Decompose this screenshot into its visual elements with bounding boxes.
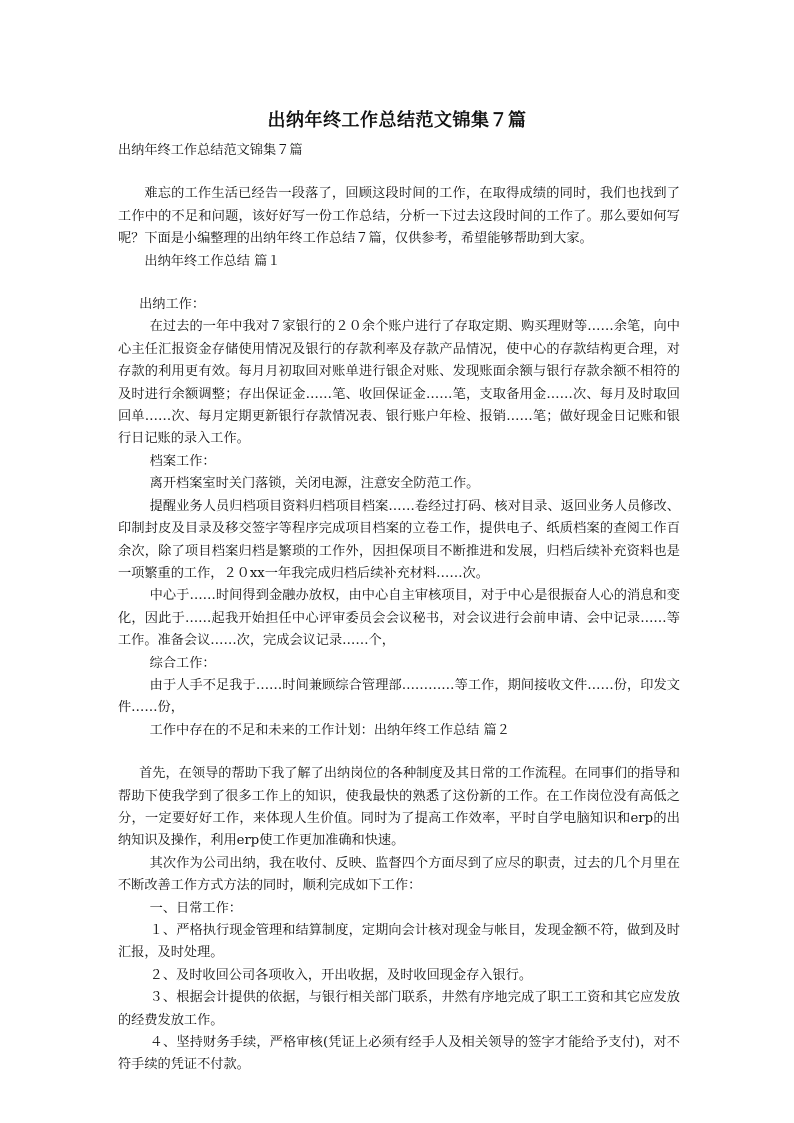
general-work-heading: 综合工作： (149, 655, 216, 671)
archive-paragraph-2: 提醒业务人员归档项目资料归档项目档案……卷经过打码、核对目录、返回业务人员修改、印制封皮及目录及移交签字等程序完成项目档案的立卷工作，提供电子、纸质档案的查阅工作百余次，除了项目档案归档是繁琐的工作外，因担保项目不断推进和发展，归档后续补充资料也是一项繁重的工作，２０xx一年我完成归档后续补充材料……次。 (118, 498, 680, 581)
spacer (118, 742, 680, 763)
section-1-heading: 出纳年终工作总结 篇１ (144, 253, 281, 269)
section-2-paragraph-2: 其次作为公司出纳，我在收付、反映、监督四个方面尽到了应尽的职责，过去的几个月里在不断改善工作方式方法的同时，顺利完成如下工作： (118, 855, 680, 894)
section-2-heading: 工作中存在的不足和未来的工作计划：出纳年终工作总结 篇２ (149, 722, 510, 738)
section-2-paragraph-1: 首先，在领导的帮助下我了解了出纳岗位的各种制度及其日常的工作流程。在同事们的指导和帮助下使我学到了很多工作上的知识，使我最快的熟悉了这份新的工作。在工作岗位没有高低之分，一定要好好工作，来体现人生价值。同时为了提高工作效率，平时自学电脑知识和erp的出纳知识及操作，利用erp使工作更加准确和快速。 (118, 766, 680, 849)
daily-work-item-4: ４、坚持财务手续，严格审核(凭证上必须有经手人及相关领导的签字才能给予支付)，对不符手续的凭证不付款。 (118, 1035, 680, 1073)
cashier-work-heading: 出纳工作： (139, 297, 206, 313)
document-body (118, 140, 680, 1077)
archive-paragraph-3: 中心于……时间得到金融办放权，由中心自主审核项目，对于中心是很振奋人心的消息和变化，因此于……起我开始担任中心评审委员会会议秘书，对会议进行会前申请、会中记录……等工作。准备会议……次，完成会议记录……个， (118, 588, 680, 649)
archive-paragraph-1: 离开档案室时关门落锁，关闭电源，注意安全防范工作。 (149, 476, 480, 492)
cashier-work-paragraph: 在过去的一年中我对７家银行的２０余个账户进行了存取定期、购买理财等……余笔，向中心主任汇报资金存储使用情况及银行的存款利率及存款产品情况，使中心的存款结构更合理，对存款的利用更有效。每月月初取回对账单进行银企对账、发现账面余额与银行存款余额不相符的及时进行余额调整；存出保证金……笔、收回保证金……笔，支取备用金……次、每月及时取回回单……次、每月定期更新银行存款情况表、银行账户年检、报销……笔；做好现金日记账和银行日记账的录入工作。 (118, 319, 680, 447)
daily-work-item-1: １、严格执行现金管理和结算制度，定期向会计核对现金与帐目，发现金额不符，做到及时汇报，及时处理。 (118, 923, 680, 961)
document-title: 出纳年终工作总结范文锦集７篇 (267, 110, 527, 131)
daily-work-heading: 一、日常工作： (149, 900, 242, 916)
spacer (118, 162, 680, 183)
daily-work-item-3: ３、根据会计提供的依据，与银行相关部门联系，井然有序地完成了职工工资和其它应发放的经费发放工作。 (118, 990, 680, 1028)
daily-work-item-2: ２、及时收回公司各项收入，开出收据，及时收回现金存入银行。 (149, 967, 533, 983)
general-work-paragraph: 由于人手不足我于……时间兼顾综合管理部…………等工作，期间接收文件……份，印发文件……份， (118, 677, 680, 716)
document-subtitle: 出纳年终工作总结范文锦集７篇 (118, 143, 303, 158)
archive-work-heading: 档案工作： (149, 453, 216, 469)
intro-paragraph: 难忘的工作生活已经告一段落了，回顾这段时间的工作，在取得成绩的同时，我们也找到了工作中的不足和问题，该好好写一份工作总结，分析一下过去这段时间的工作了。那么要如何写呢？下面是小编整理的出纳年终工作总结７篇，仅供参考，希望能够帮助到大家。 (118, 186, 680, 247)
spacer (118, 273, 680, 294)
